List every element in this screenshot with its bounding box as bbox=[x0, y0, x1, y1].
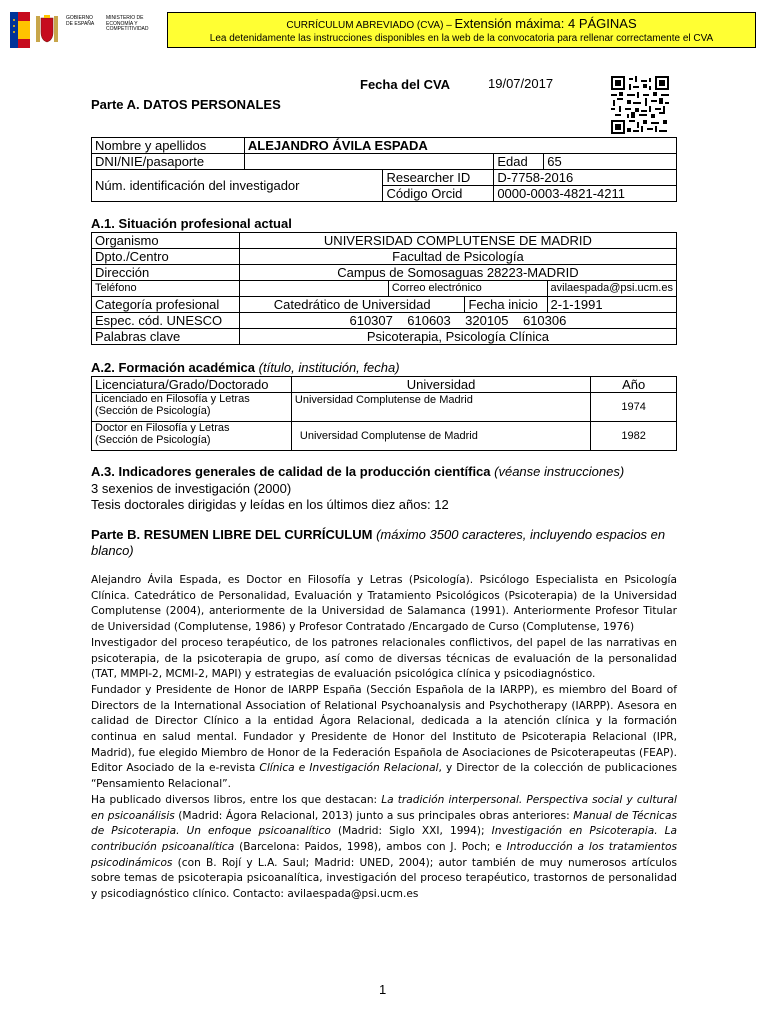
banner-subtitle: Lea detenidamente las instrucciones disponibles en la web de la convocatoria para rellenar correctamente el CVA bbox=[209, 33, 714, 44]
resumen-paragraph: Investigador del proceso terapéutico, de los patrones relacionales conflictivos, del papel de las narrativas en psicoterapia, de la psicoterapia de grupo, así como de diversas técnicas de evaluación de la personalidad (TAT, MMPI-2, MCMI-2, MAPI) y estrategias de evaluación psicológica clínica y psicodiagnóstico. bbox=[91, 636, 677, 681]
dni-label: DNI/NIE/pasaporte bbox=[92, 154, 245, 170]
parte-b-title-note: (máximo 3500 caracteres, incluyendo espacios en blanco) bbox=[91, 527, 666, 558]
dpto-label: Dpto./Centro bbox=[92, 249, 240, 265]
correo-label: Correo electrónico bbox=[388, 281, 547, 297]
resumen-text bbox=[91, 573, 677, 903]
table-row bbox=[92, 297, 677, 313]
unesco-label: Espec. cód. UNESCO bbox=[92, 313, 240, 329]
a1-title: A.1. Situación profesional actual bbox=[91, 216, 292, 231]
table-header-row bbox=[92, 377, 677, 393]
fecha-inicio-value: 2-1-1991 bbox=[547, 297, 676, 313]
table-row bbox=[92, 249, 677, 265]
researcher-id-value: D-7758-2016 bbox=[494, 170, 677, 186]
a2-university: Universidad Complutense de Madrid bbox=[291, 422, 590, 451]
a2-degree-line2: (Sección de Psicología) bbox=[95, 434, 211, 446]
table-row bbox=[92, 281, 677, 297]
resumen-text-span: (Madrid: Siglo XXI, 1994); bbox=[330, 825, 492, 838]
table-row bbox=[92, 154, 677, 170]
orcid-label: Código Orcid bbox=[383, 186, 494, 202]
dpto-value: Facultad de Psicología bbox=[239, 249, 676, 265]
gov-text: GOBIERNO DE ESPAÑA bbox=[66, 15, 95, 27]
table-row bbox=[92, 393, 677, 422]
fecha-value: 19/07/2017 bbox=[488, 76, 554, 91]
a1-table bbox=[91, 232, 677, 345]
nombre-label: Nombre y apellidos bbox=[92, 138, 245, 154]
resumen-text-span: (con B. Rojí y L.A. Saul; Madrid: UNED, 2004); autor también de muy numerosos artículos sobre temas de psicoterapia psicoanalítica, investigación del proceso terapéutico, trastornos de personalidad y psicodiagnóstico clínico. Contacto: avilaespada@psi.ucm.es bbox=[91, 856, 677, 901]
resumen-italic: Introducción a los tratamientos psicodinámicos bbox=[91, 840, 678, 869]
palabras-label: Palabras clave bbox=[92, 329, 240, 345]
government-logo bbox=[10, 12, 149, 48]
palabras-value: Psicoterapia, Psicología Clínica bbox=[239, 329, 676, 345]
direccion-value: Campus de Somosaguas 28223-MADRID bbox=[239, 265, 676, 281]
direccion-label: Dirección bbox=[92, 265, 240, 281]
resumen-paragraph bbox=[91, 793, 677, 903]
a2-header-year: Año bbox=[591, 377, 677, 393]
parte-b-title-text: Parte B. RESUMEN LIBRE DEL CURRÍCULUM bbox=[91, 527, 373, 542]
page-number: 1 bbox=[379, 982, 387, 997]
spain-flag-icon bbox=[10, 12, 30, 48]
table-row bbox=[92, 329, 677, 345]
resumen-text-span: Fundador y Presidente de Honor de IARPP España (Sección Española de la IARPP), es miembro del Board of Directors de la International Association of Relational Psychoanalysis and Psychotherapy (IARPP). Asesora en calidad de Director Clínico a la entidad Ágora Relacional, dedicada a la atención clínica y la formación continua en salud mental. Fundador y Presidente de Honor del Instituto de Psicoterapia Relacional (IPR, Madrid), fue elegido Miembro de Honor de la Federación Española de Asociaciones de Psicoterapeutas (FEAP). Editor Asociado de la e-revista bbox=[91, 683, 677, 775]
a3-line2: Tesis doctorales dirigidas y leídas en los últimos diez años: 12 bbox=[91, 497, 449, 512]
table-row bbox=[92, 233, 677, 249]
a3-line1: 3 sexenios de investigación (2000) bbox=[91, 481, 292, 496]
a2-year: 1974 bbox=[591, 393, 677, 422]
orcid-value: 0000-0003-4821-4211 bbox=[494, 186, 677, 202]
parte-a-title: Parte A. DATOS PERSONALES bbox=[91, 97, 281, 112]
a2-table bbox=[91, 376, 677, 451]
categoria-label: Categoría profesional bbox=[92, 297, 240, 313]
a3-title bbox=[91, 464, 624, 479]
a2-degree-line2: (Sección de Psicología) bbox=[95, 405, 211, 417]
a2-degree bbox=[92, 393, 292, 422]
parte-b-title bbox=[91, 527, 677, 559]
resumen-italic: Manual de Técnicas de Psicoterapia. Un enfoque psicoanalítico bbox=[91, 809, 677, 838]
a2-header-university: Universidad bbox=[291, 377, 590, 393]
a2-title-text: A.2. Formación académica bbox=[91, 360, 256, 375]
table-row bbox=[92, 170, 677, 186]
cva-banner bbox=[167, 12, 756, 48]
fecha-label: Fecha del CVA bbox=[360, 77, 451, 92]
coat-of-arms-icon bbox=[34, 14, 60, 46]
num-id-label: Núm. identificación del investigador bbox=[92, 170, 383, 202]
resumen-paragraph: Alejandro Ávila Espada, es Doctor en Filosofía y Letras (Psicología). Psicólogo Especialista en Psicología Clínica. Catedrático de Personalidad, Evaluación y Tratamiento Psicológicos (Psicoterapia) de la Universidad Complutense (2004), anteriormente de la Universidad de Salamanca (1991). Anteriormente Profesor Titular de Universidad (Complutense, 1986) y Profesor Contratado /Encargado de Curso (Complutense, 1976) bbox=[91, 574, 677, 634]
unesco-value: 610307 610603 320105 610306 bbox=[239, 313, 676, 329]
resumen-text-span: (Barcelona: Paidos, 1998), ambos con J. Poch; e bbox=[234, 840, 507, 853]
edad-value: 65 bbox=[544, 154, 677, 170]
organismo-value: UNIVERSIDAD COMPLUTENSE DE MADRID bbox=[239, 233, 676, 249]
a2-degree bbox=[92, 422, 292, 451]
a3-title-note: (véanse instrucciones) bbox=[494, 464, 625, 479]
table-row bbox=[92, 313, 677, 329]
a2-year: 1982 bbox=[591, 422, 677, 451]
resumen-italic: Clínica e Investigación Relacional bbox=[259, 762, 439, 775]
dni-value bbox=[244, 154, 493, 170]
categoria-value: Catedrático de Universidad bbox=[239, 297, 465, 313]
a2-university: Universidad Complutense de Madrid bbox=[291, 393, 590, 422]
researcher-id-label: Researcher ID bbox=[383, 170, 494, 186]
fecha-inicio-label: Fecha inicio bbox=[465, 297, 547, 313]
a2-title-note: (título, institución, fecha) bbox=[258, 360, 400, 375]
banner-title-emphasis: Extensión máxima: 4 PÁGINAS bbox=[454, 16, 637, 31]
resumen-italic: La tradición interpersonal. Perspectiva social y cultural en psicoanálisis bbox=[91, 793, 677, 822]
a2-header-degree: Licenciatura/Grado/Doctorado bbox=[92, 377, 292, 393]
a3-title-text: A.3. Indicadores generales de calidad de la producción científica bbox=[91, 464, 491, 479]
personal-data-table bbox=[91, 137, 677, 202]
organismo-label: Organismo bbox=[92, 233, 240, 249]
resumen-text-span: (Madrid: Ágora Relacional, 2013) junto a sus principales obras anteriores: bbox=[174, 809, 574, 822]
telefono-value bbox=[239, 281, 388, 297]
table-row bbox=[92, 138, 677, 154]
resumen-text-span: Ha publicado diversos libros, entre los que destacan: bbox=[91, 793, 382, 806]
a2-title bbox=[91, 360, 400, 375]
edad-label: Edad bbox=[494, 154, 544, 170]
nombre-value: ALEJANDRO ÁVILA ESPADA bbox=[244, 138, 676, 154]
a2-degree-line1: Licenciado en Filosofía y Letras bbox=[95, 393, 250, 405]
telefono-label: Teléfono bbox=[92, 281, 240, 297]
qr-code-icon bbox=[611, 76, 669, 134]
resumen-italic: Investigación en Psicoterapia. La contribución psicoanalítica bbox=[91, 825, 678, 853]
resumen-text-span: , y Director de la colección de publicaciones “Pensamiento Relacional”. bbox=[91, 762, 678, 791]
table-row bbox=[92, 265, 677, 281]
correo-value: avilaespada@psi.ucm.es bbox=[547, 281, 676, 297]
resumen-paragraph bbox=[91, 683, 677, 793]
table-row bbox=[92, 422, 677, 451]
banner-title: CURRÍCULUM ABREVIADO (CVA) – bbox=[286, 20, 455, 31]
a2-degree-line1: Doctor en Filosofía y Letras bbox=[95, 422, 230, 434]
ministry-text: MINISTERIO DE ECONOMÍA Y COMPETITIVIDAD bbox=[106, 15, 149, 32]
